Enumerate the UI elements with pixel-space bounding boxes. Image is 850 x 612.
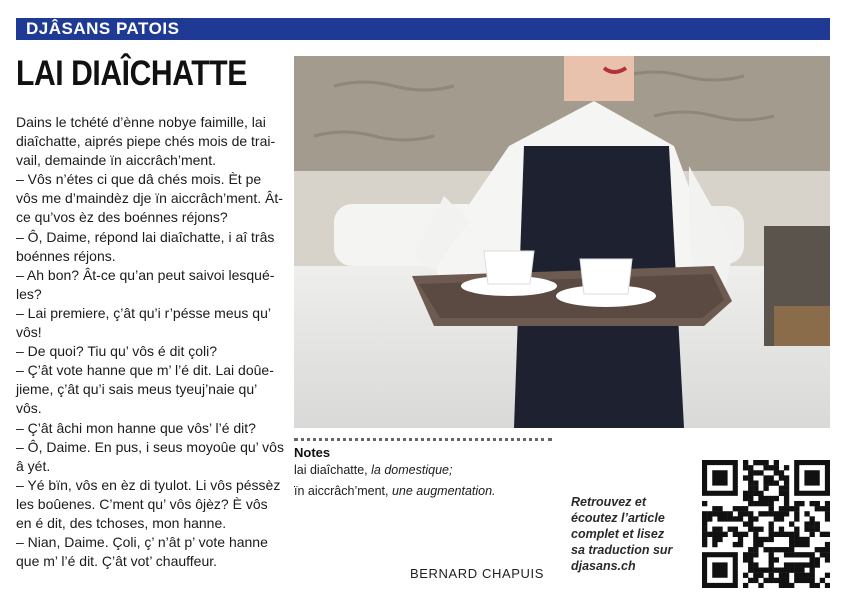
author-byline: BERNARD CHAPUIS bbox=[410, 566, 544, 581]
notes-box bbox=[294, 438, 552, 502]
paragraph: – Ç’ât vote hanne que m’ l’é dit. Lai doûe-jieme, ç’ât qu’i sais meus tyeuj’naie qu’ vôs. bbox=[16, 362, 274, 417]
headline: LAI DIAÎCHATTE bbox=[16, 54, 247, 93]
qr-caption bbox=[571, 494, 691, 574]
note-term: ïn aiccrâch’ment, bbox=[294, 484, 389, 498]
paragraph: Dains le tchété d’ènne nobye faimille, lai diaîchatte, aiprés piepe chés mois de trai-vail, demainde ïn aiccrâch’ment. bbox=[16, 114, 276, 169]
qr-caption-line: complet et lisez bbox=[571, 527, 665, 541]
notes-title: Notes bbox=[294, 445, 331, 460]
paragraph: – Ô, Daime, répond lai diaîchatte, i aî trâs boénnes réjons. bbox=[16, 228, 275, 264]
note-definition: la domestique; bbox=[371, 463, 453, 477]
note-definition: une augmentation. bbox=[391, 484, 496, 498]
note-line bbox=[294, 460, 552, 481]
qr-caption-line: Retrouvez et bbox=[571, 495, 647, 509]
qr-caption-line: djasans.ch bbox=[571, 559, 636, 573]
qr-caption-line: écoutez l’article bbox=[571, 511, 665, 525]
paragraph: – Ô, Daime. En pus, i seus moyoûe qu’ vôs â yét. bbox=[16, 438, 284, 474]
paragraph: – Vôs n’étes ci que dâ chés mois. Èt pe vôs me d’maindèz dje ïn aiccrâch’ment. Ât-ce qu’vos èz des boénnes réjons? bbox=[16, 171, 283, 226]
notes-divider bbox=[294, 438, 552, 441]
note-line bbox=[294, 481, 552, 502]
paragraph: – Yé bïn, vôs en èz di tyulot. Li vôs péssèz les boûenes. C’ment qu’ vôs ôjèz? È vôs en é dit, des tchoses, mon hanne. bbox=[16, 476, 281, 531]
paragraph: – Nian, Daime. Çoli, ç’ n’ât p’ vote hanne que m’ l’é dit. Ç’ât vot’ chauffeur. bbox=[16, 534, 268, 570]
article-body bbox=[16, 113, 284, 571]
qr-caption-line: sa traduction sur bbox=[571, 543, 673, 557]
note-term: lai diaîchatte, bbox=[294, 463, 368, 477]
section-banner bbox=[16, 18, 830, 40]
paragraph: – De quoi? Tiu qu’ vôs é dit çoli? bbox=[16, 343, 218, 360]
maid-with-tray-photo bbox=[294, 56, 830, 428]
qr-code-icon[interactable] bbox=[702, 460, 830, 588]
paragraph: – Ç’ât âchi mon hanne que vôs’ l’é dit? bbox=[16, 419, 256, 436]
section-label: DJÂSANS PATOIS bbox=[26, 19, 180, 38]
paragraph: – Lai premiere, ç’ât qu’i r’pésse meus qu’ vôs! bbox=[16, 304, 271, 341]
paragraph: – Ah bon? Ât-ce qu’an peut saivoi lesqué-les? bbox=[16, 266, 275, 302]
